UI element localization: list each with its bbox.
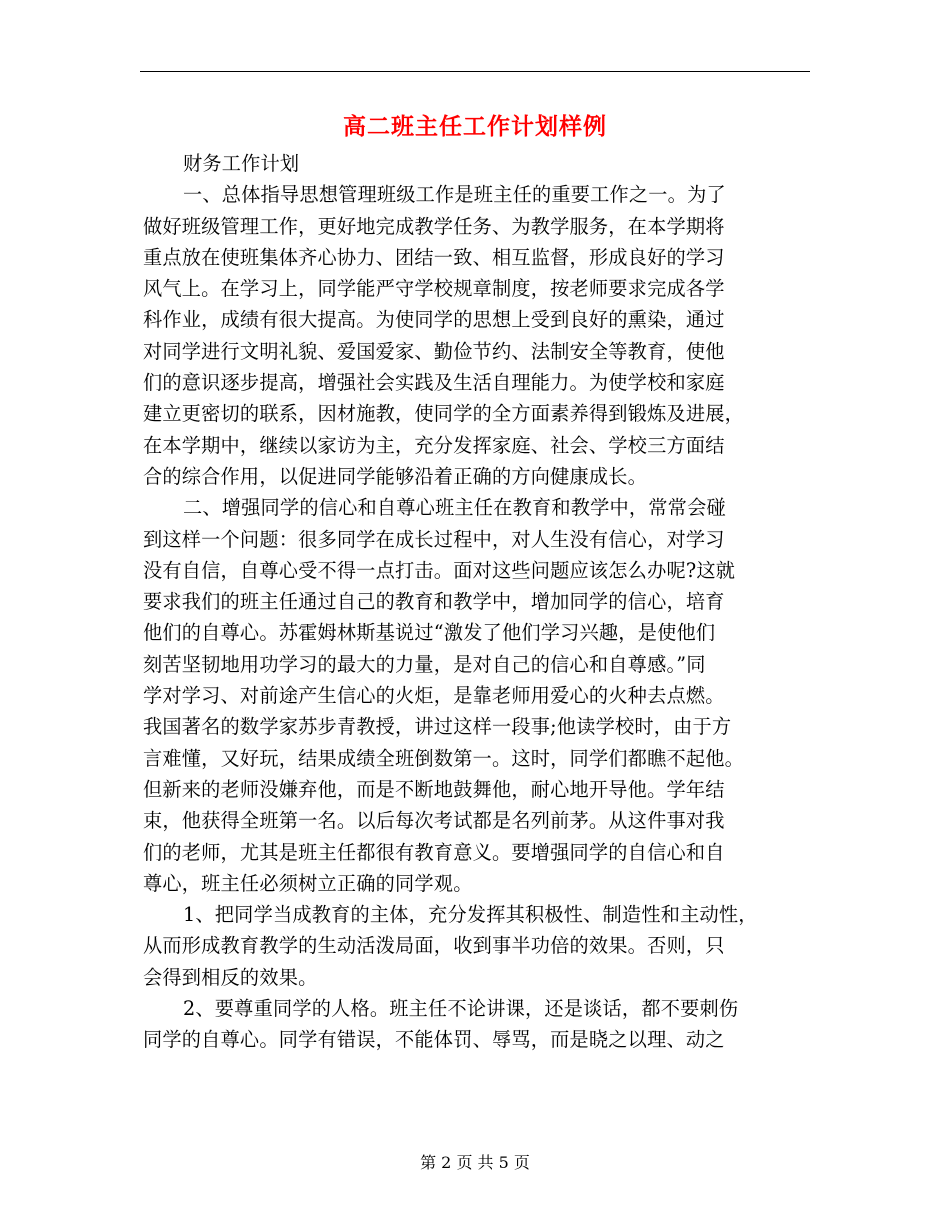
body-line: 一、总体指导思想管理班级工作是班主任的重要工作之一。为了 xyxy=(183,183,726,207)
body-line: 财务工作计划 xyxy=(183,152,300,175)
body-line: 1、把同学当成教育的主体，充分发挥其积极性、制造性和主动性， xyxy=(183,903,758,927)
document-title: 高二班主任工作计划样例 xyxy=(343,113,607,140)
document-body xyxy=(143,148,813,1056)
body-line: 学对学习、对前途产生信心的火炬，是靠老师用爱心的火种去点燃。 xyxy=(143,684,725,708)
body-line: 们的意识逐步提高，增强社会实践及生活自理能力。为使学校和家庭 xyxy=(143,371,725,395)
body-line: 合的综合作用，以促进同学能够沿着正确的方向健康成长。 xyxy=(143,464,648,488)
body-line: 对同学进行文明礼貌、爱国爱家、勤俭节约、法制安全等教育，使他 xyxy=(143,339,725,363)
body-line: 我国著名的数学家苏步青教授，讲过这样一段事;他读学校时，由于方 xyxy=(143,715,732,739)
body-line: 建立更密切的联系，因材施教，使同学的全方面素养得到锻炼及进展， xyxy=(143,402,745,426)
body-line: 言难懂，又好玩，结果成绩全班倒数第一。这时，同学们都瞧不起他。 xyxy=(143,746,745,770)
body-line: 2、要尊重同学的人格。班主任不论讲课，还是谈话，都不要刺伤 xyxy=(183,997,739,1021)
body-line: 到这样一个问题：很多同学在成长过程中，对人生没有信心，对学习 xyxy=(143,527,725,551)
body-line: 从而形成教育教学的生动活泼局面，收到事半功倍的效果。否则，只 xyxy=(143,934,725,958)
body-line: 他们的自尊心。苏霍姆林斯基说过“激发了他们学习兴趣，是使他们 xyxy=(143,621,716,645)
body-line: 重点放在使班集体齐心协力、团结一致、相互监督，形成良好的学习 xyxy=(143,245,725,269)
body-line: 没有自信，自尊心受不得一点打击。面对这些问题应该怎么办呢?这就 xyxy=(143,558,736,582)
body-line: 科作业，成绩有很大提高。为使同学的思想上受到良好的熏染，通过 xyxy=(143,308,725,332)
header-rule xyxy=(140,71,810,72)
body-line: 会得到相反的效果。 xyxy=(143,965,318,989)
body-line: 尊心，班主任必须树立正确的同学观。 xyxy=(143,871,473,895)
body-line: 束，他获得全班第一名。以后每次考试都是名列前茅。从这件事对我 xyxy=(143,809,725,833)
body-line: 二、增强同学的信心和自尊心班主任在教育和教学中，常常会碰 xyxy=(183,496,726,520)
body-line: 做好班级管理工作，更好地完成教学任务、为教学服务，在本学期将 xyxy=(143,214,725,238)
body-line: 但新来的老师没嫌弃他，而是不断地鼓舞他，耐心地开导他。学年结 xyxy=(143,777,725,801)
body-line: 在本学期中，继续以家访为主，充分发挥家庭、社会、学校三方面结 xyxy=(143,433,725,457)
body-line: 刻苦坚韧地用功学习的最大的力量，是对自己的信心和自尊感。”同 xyxy=(143,652,706,676)
body-line: 要求我们的班主任通过自己的教育和教学中，增加同学的信心，培育 xyxy=(143,590,725,614)
page-number: 第 2 页 共 5 页 xyxy=(420,1153,530,1172)
body-line: 风气上。在学习上，同学能严守学校规章制度，按老师要求完成各学 xyxy=(143,277,725,301)
body-line: 同学的自尊心。同学有错误，不能体罚、辱骂，而是晓之以理、动之 xyxy=(143,1028,725,1052)
body-line: 们的老师，尤其是班主任都很有教育意义。要增强同学的自信心和自 xyxy=(143,840,725,864)
